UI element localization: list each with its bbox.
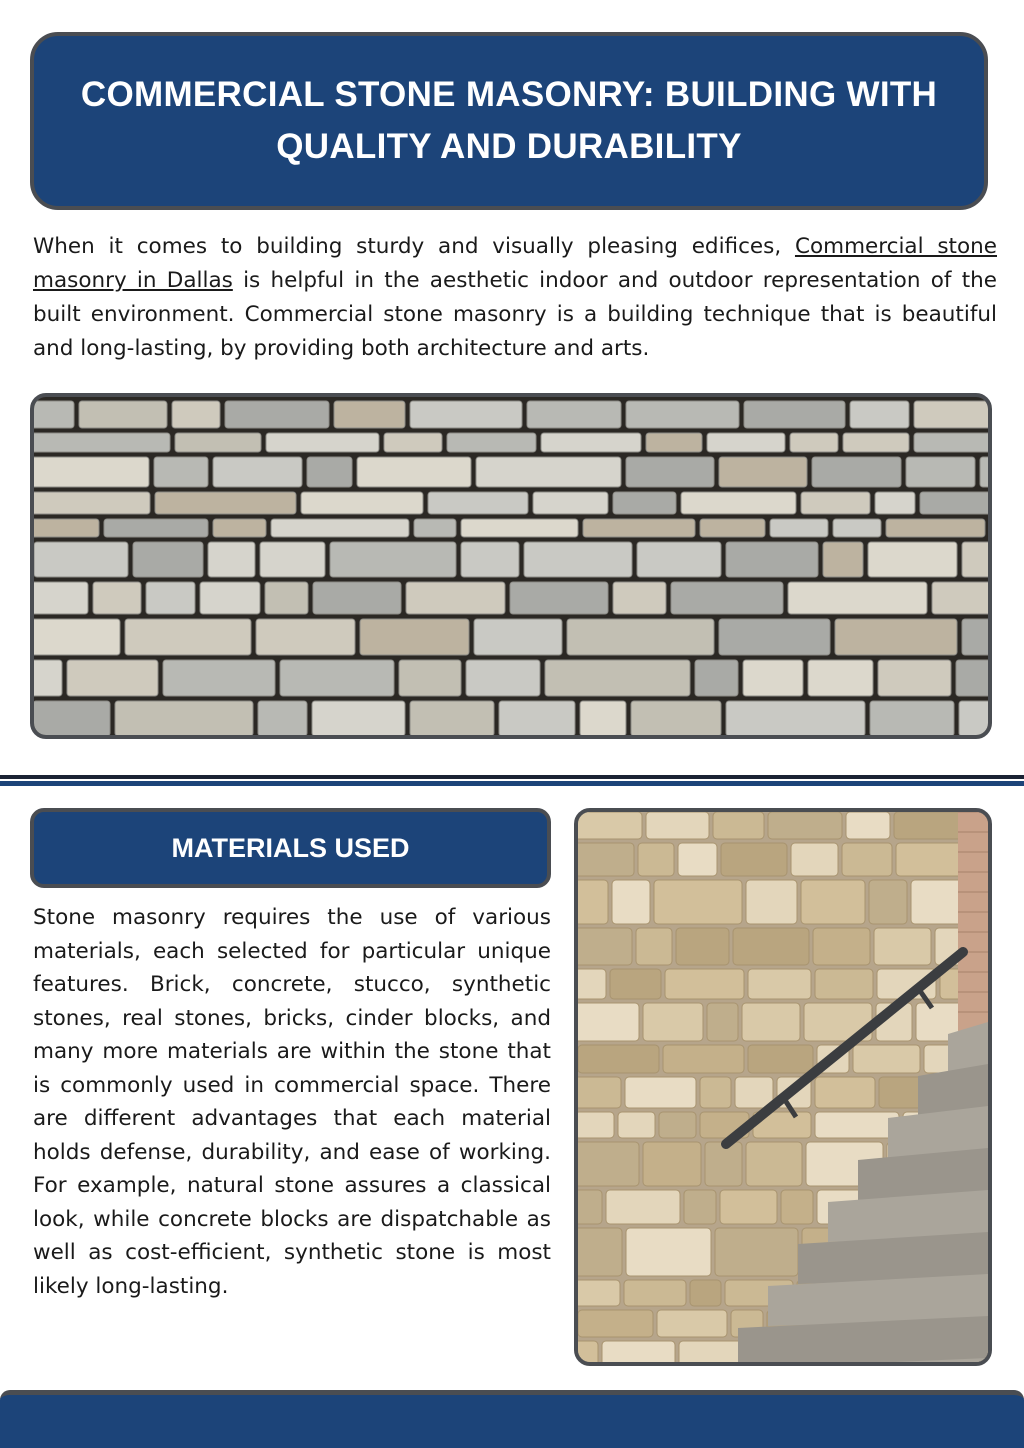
materials-heading-box bbox=[30, 808, 551, 888]
stone-wall-illustration bbox=[34, 397, 988, 735]
staircase-wall-image bbox=[574, 808, 992, 1366]
footer-bar bbox=[0, 1390, 1024, 1448]
materials-heading: MATERIALS USED bbox=[171, 832, 410, 863]
staircase-illustration bbox=[578, 812, 988, 1362]
page-title: COMMERCIAL STONE MASONRY: BUILDING WITH QUALITY AND DURABILITY bbox=[80, 75, 938, 166]
materials-paragraph: Stone masonry requires the use of various materials, each selected for particular unique features. Brick, concrete, stucco, synthetic stones, real stones, bricks, cinder blocks, and many more materials are within the stone that is commonly used in commercial space. There are different advantages that each material holds defense, durability, and ease of working. For example, natural stone assures a classical look, while concrete blocks are dispatchable as well as cost-efficient, synthetic stone is most likely long-lasting. bbox=[33, 905, 551, 1299]
section-divider bbox=[0, 775, 1024, 779]
title-banner bbox=[30, 32, 988, 210]
intro-text-end: is helpful in the aesthetic indoor and outdoor representation of the built environment. Commercial stone masonry is a building technique that is beautiful and long-lasting, by providing both architecture and arts. bbox=[33, 268, 997, 361]
intro-text-start: When it comes to building sturdy and visually pleasing edifices, bbox=[33, 234, 795, 259]
commercial-stone-masonry-link[interactable]: Commercial stone masonry in Dallas bbox=[33, 234, 997, 293]
section-divider-accent bbox=[0, 781, 1024, 786]
stone-wall-image bbox=[30, 393, 992, 739]
intro-paragraph bbox=[33, 230, 997, 366]
